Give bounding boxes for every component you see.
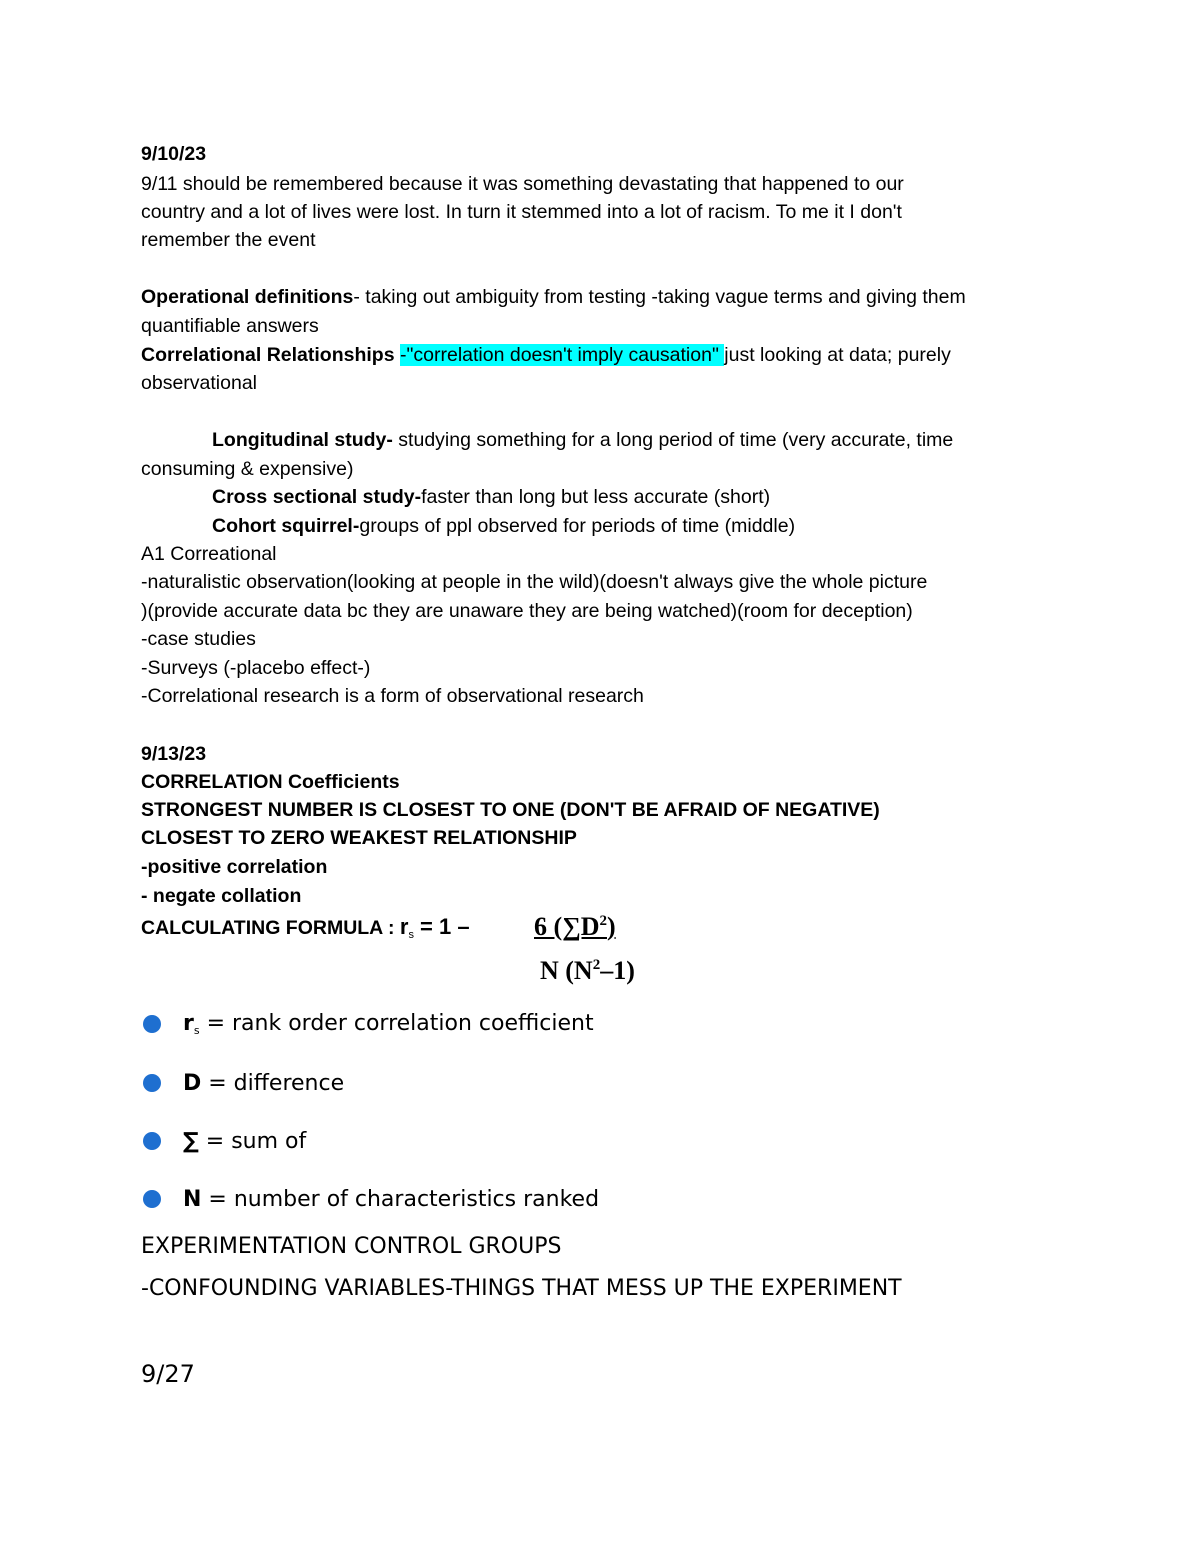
term: Cohort squirrel- — [212, 515, 360, 537]
bullet-dot-icon — [143, 1132, 161, 1150]
bullet-symbol: r — [183, 1011, 194, 1036]
definition-line — [212, 483, 770, 511]
bullet-dot-icon — [143, 1074, 161, 1092]
definition-line — [212, 512, 795, 540]
definition: just looking at data; purely — [724, 344, 951, 366]
formula-r-sub: s — [408, 929, 414, 941]
definition: - taking out ambiguity from testing -taking vague terms and giving them — [353, 286, 966, 308]
bullet-item — [143, 1009, 594, 1039]
list-item: )(provide accurate data bc they are unaware they are being watched)(room for deception) — [141, 600, 913, 622]
definition-cont: observational — [141, 372, 257, 394]
bold-line: STRONGEST NUMBER IS CLOSEST TO ONE (DON'T BE AFRAID OF NEGATIVE) — [141, 799, 880, 821]
bullet-symbol-sub: s — [193, 1024, 200, 1037]
numerator-text: 6 (∑D — [534, 912, 600, 941]
list-item: -Correlational research is a form of observational research — [141, 685, 644, 707]
definition-line — [141, 283, 966, 311]
definition-cont: consuming & expensive) — [141, 458, 354, 480]
bullet-symbol: ∑ — [183, 1128, 199, 1154]
definition-line — [212, 426, 953, 454]
bullet-desc: = sum of — [198, 1128, 307, 1154]
bullet-desc: = rank order correlation coefficient — [199, 1011, 594, 1036]
paragraph-line: remember the event — [141, 229, 316, 251]
bold-line: CLOSEST TO ZERO WEAKEST RELATIONSHIP — [141, 827, 577, 849]
numerator-close: ) — [606, 912, 616, 941]
definition: studying something for a long period of time (very accurate, time — [392, 429, 954, 451]
formula-label-line — [141, 914, 470, 948]
bullet-text — [183, 1071, 344, 1096]
paragraph-line: country and a lot of lives were lost. In turn it stemmed into a lot of racism. To me it I don't — [141, 201, 902, 223]
bullet-symbol: N — [183, 1186, 202, 1212]
bullet-item — [143, 1126, 306, 1156]
bullet-dot-icon — [143, 1190, 161, 1208]
bullet-desc: = number of characteristics ranked — [201, 1186, 600, 1212]
list-item: -case studies — [141, 628, 256, 650]
experiment-line: -CONFOUNDING VARIABLES-THINGS THAT MESS UP THE EXPERIMENT — [141, 1276, 902, 1301]
bullet-item — [143, 1184, 599, 1214]
denominator-exponent: 2 — [592, 957, 601, 973]
formula-label: CALCULATING FORMULA : — [141, 917, 400, 939]
denominator-close: –1) — [600, 956, 635, 985]
list-item: -Surveys (-placebo effect-) — [141, 657, 371, 679]
subheading: A1 Correational — [141, 543, 277, 565]
bullet-text — [183, 1187, 599, 1212]
bullet-text — [183, 1011, 594, 1037]
bold-line: - negate collation — [141, 885, 302, 907]
definition-cont: quantifiable answers — [141, 315, 319, 337]
bold-line: -positive correlation — [141, 856, 328, 878]
numerator-exponent: 2 — [599, 913, 607, 929]
bullet-text — [183, 1129, 306, 1154]
bullet-symbol: D — [183, 1070, 202, 1096]
term: Cross sectional study- — [212, 486, 422, 508]
definition: groups of ppl observed for periods of time (middle) — [359, 515, 796, 537]
formula-r: r — [399, 914, 409, 939]
term: Correlational Relationships — [141, 344, 395, 366]
definition: faster than long but less accurate (short) — [421, 486, 771, 508]
bullet-item — [143, 1068, 344, 1098]
paragraph-line: 9/11 should be remembered because it was something devastating that happened to our — [141, 173, 904, 195]
term: Operational definitions — [141, 286, 354, 308]
date-heading: 9/10/23 — [141, 143, 207, 165]
highlighted-text: -"correlation doesn't imply causation" — [399, 344, 725, 366]
bold-line: CORRELATION Coefficients — [141, 771, 400, 793]
formula-denominator — [540, 956, 635, 986]
formula-eq: = 1 – — [413, 914, 470, 939]
experiment-heading: EXPERIMENTATION CONTROL GROUPS — [141, 1234, 562, 1259]
bullet-dot-icon — [143, 1015, 161, 1033]
definition-line — [141, 341, 951, 369]
date-heading: 9/13/23 — [141, 743, 207, 765]
term: Longitudinal study- — [212, 429, 393, 451]
bullet-desc: = difference — [201, 1070, 345, 1096]
formula-numerator — [534, 912, 616, 942]
denominator-text: N (N — [540, 956, 593, 985]
list-item: -naturalistic observation(looking at people in the wild)(doesn't always give the whole picture — [141, 571, 928, 593]
date-heading: 9/27 — [141, 1360, 195, 1388]
